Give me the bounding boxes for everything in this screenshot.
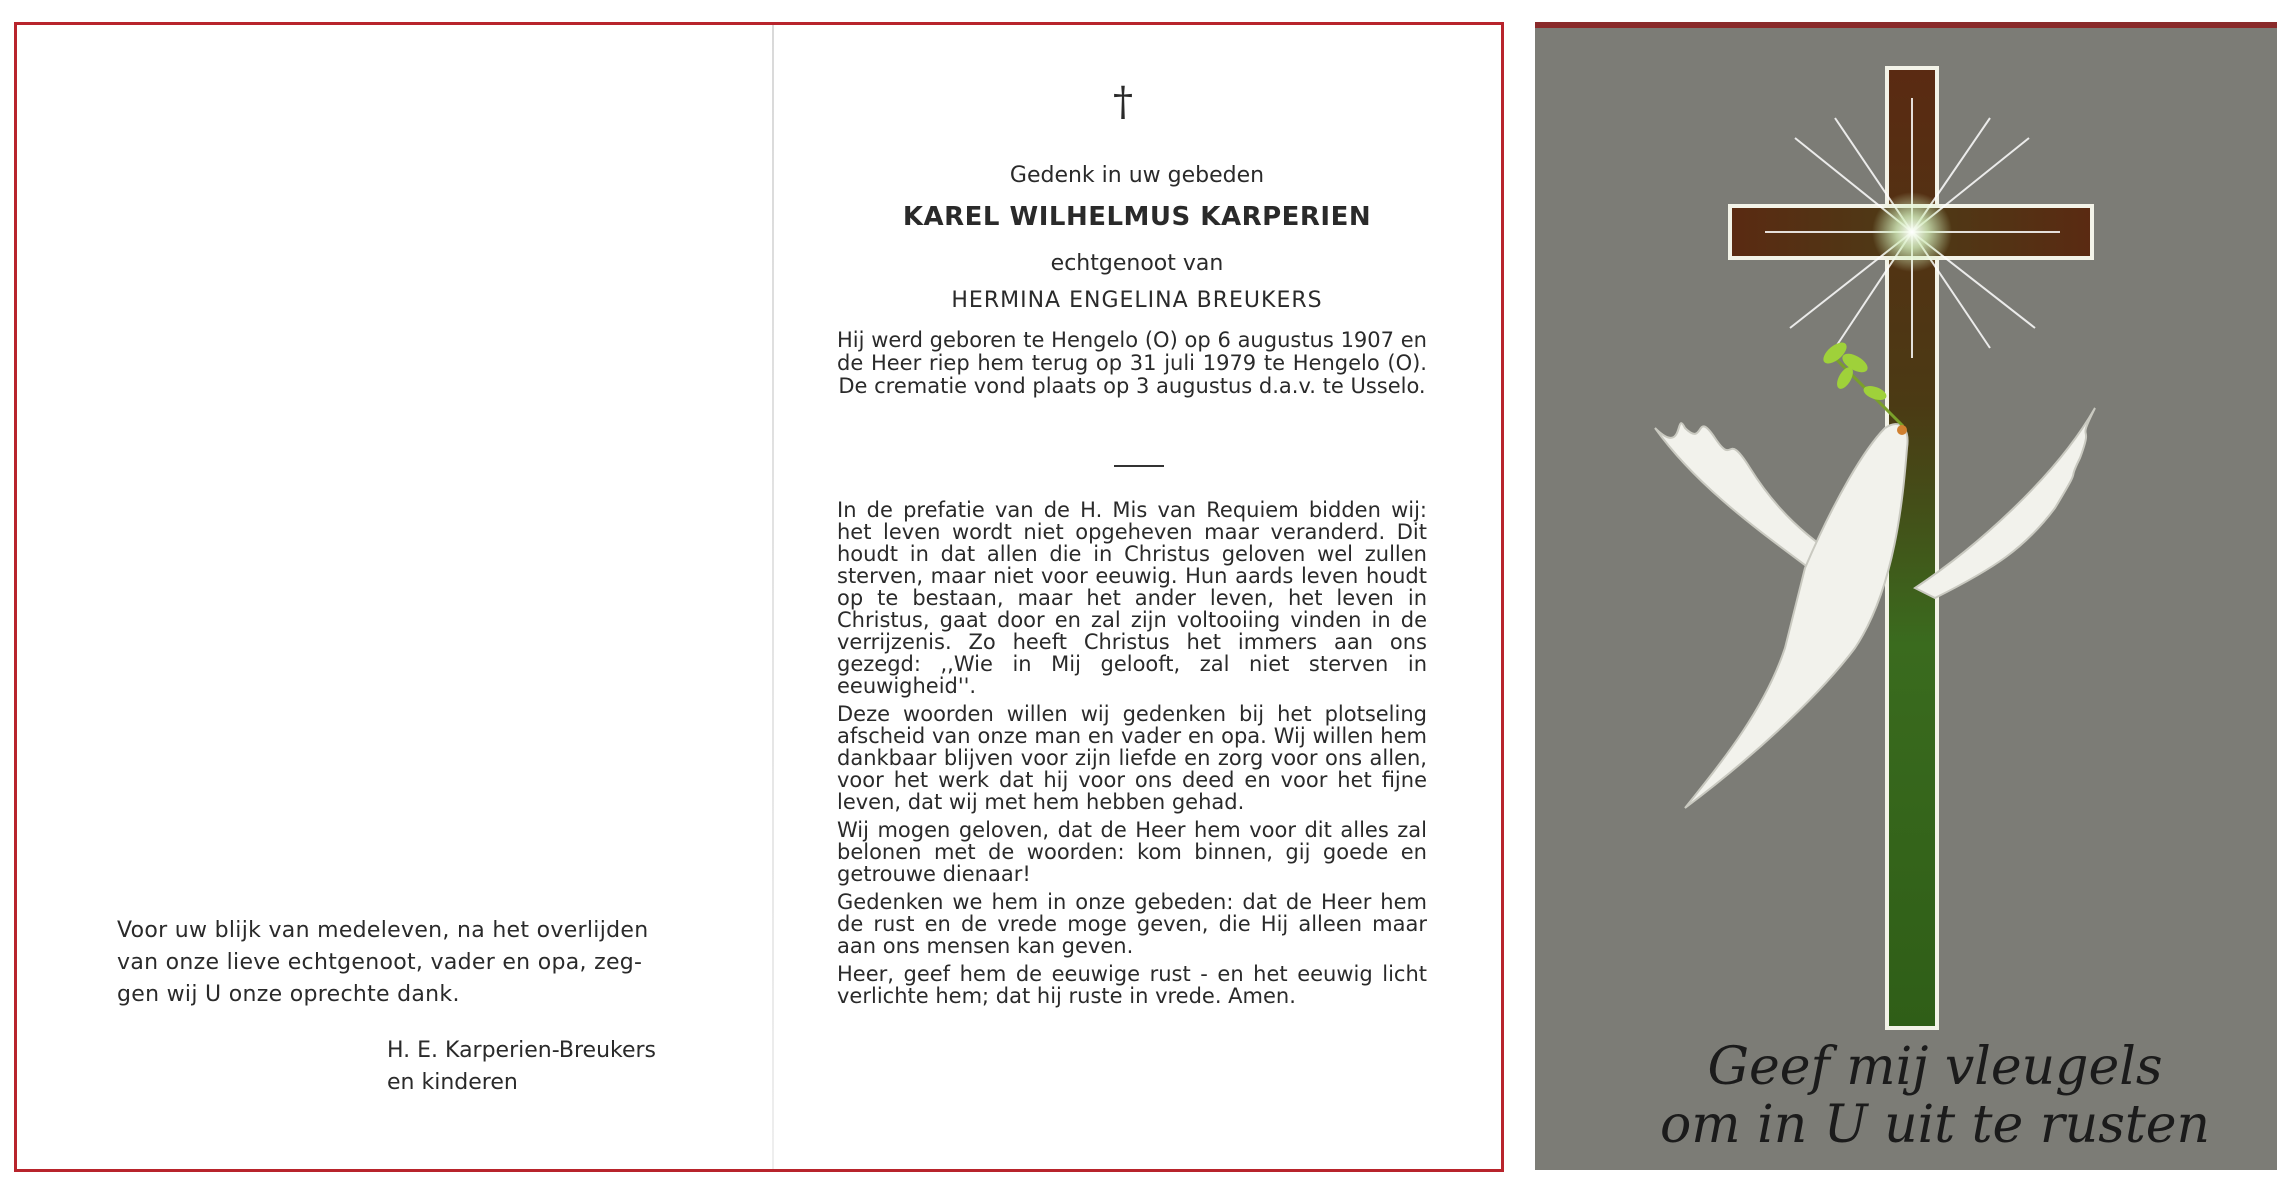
cross-icon: † <box>1113 79 1133 125</box>
signature-family: en kinderen <box>387 1070 518 1095</box>
caption-line: om in U uit te rusten <box>1659 1095 2211 1155</box>
card-fold <box>772 25 774 1169</box>
life-details: Hij werd geboren te Hengelo (O) op 6 augustus 1907 en de Heer riep hem terug op 31 juli 1979 te Hengelo (O). De crematie vond plaats op 3 augustus d.a.v. te Usselo. <box>837 328 1427 398</box>
dove-beak <box>1897 425 1907 435</box>
paragraph: In de prefatie van de H. Mis van Requiem bidden wij: het leven wordt niet opgeheven maar veranderd. Dit houdt in dat allen die in Christus geloven wel zullen sterven, maar niet voor eeuwig. Hun aards leven houdt op te bestaan, maar het ander leven, het leven in Christus, gaat door en zal zijn voltooiing vinden in de verrijzenis. Zo heeft Christus het immers aan ons gezegd: ,,Wie in Mij gelooft, zal niet sterven in eeuwigheid''. <box>837 498 1427 698</box>
intro-line: Gedenk in uw gebeden <box>1009 163 1265 188</box>
paragraph: Wij mogen geloven, dat de Heer hem voor dit alles zal belonen met de woorden: kom binnen, gij goede en getrouwe dienaar! <box>837 818 1427 886</box>
caption-line: Geef mij vleugels <box>1707 1037 2163 1097</box>
relation-line: echtgenoot van <box>1050 251 1224 276</box>
thank-you-note <box>117 915 717 1011</box>
cross-and-dove-illustration <box>1535 28 2277 1176</box>
thanks-line: Voor uw blijk van medeleven, na het overlijden <box>117 918 649 943</box>
spouse-name: HERMINA ENGELINA BREUKERS <box>951 288 1323 313</box>
divider <box>1114 465 1164 467</box>
prayer-text <box>837 499 1427 1013</box>
paragraph: Deze woorden willen wij gedenken bij het plotseling afscheid van onze man en vader en opa. Wij willen hem dankbaar blijven voor zijn liefde en zorg voor ons allen, voor het werk dat hij voor ons deed en voor het fijne leven, dat wij met hem hebben gehad. <box>837 702 1427 814</box>
memorial-card-inside <box>14 22 1504 1172</box>
signature-name: H. E. Karperien-Breukers <box>387 1038 657 1063</box>
paragraph: Gedenken we hem in onze gebeden: dat de Heer hem de rust en de vrede moge geven, die Hij alleen maar aan ons mensen kan geven. <box>837 890 1427 958</box>
memorial-card-front <box>1535 22 2277 1170</box>
dove <box>1655 408 2095 808</box>
cover-caption <box>1635 1038 2235 1154</box>
paragraph: Heer, geef hem de eeuwige rust - en het eeuwig licht verlichte hem; dat hij ruste in vrede. Amen. <box>837 962 1427 1008</box>
deceased-name: KAREL WILHELMUS KARPERIEN <box>902 202 1372 232</box>
glow <box>1872 192 1952 272</box>
thanks-line: van onze lieve echtgenoot, vader en opa, zeg- <box>117 950 643 975</box>
signature <box>387 1035 656 1099</box>
thanks-line: gen wij U onze oprechte dank. <box>117 982 460 1007</box>
